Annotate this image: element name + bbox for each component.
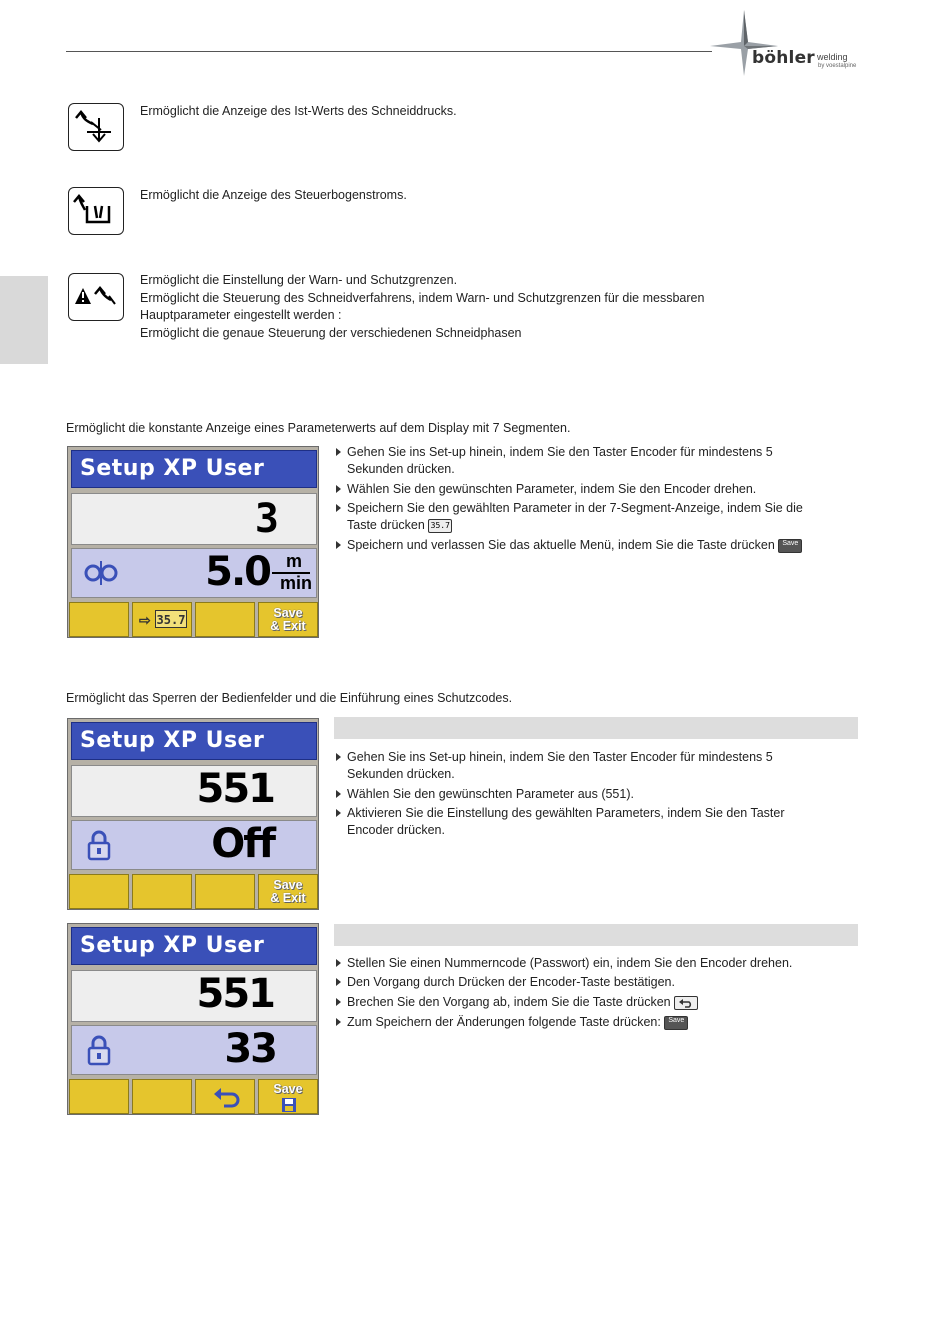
display-screen-password [67, 923, 319, 1115]
step-header-bar-b [334, 924, 858, 946]
softkey-save-exit[interactable]: Save & Exit [258, 874, 318, 909]
chapter-side-tab [0, 276, 48, 364]
key-save-icon: Save [778, 539, 802, 553]
softkey-cancel[interactable] [195, 1079, 255, 1114]
display-screen-lock-setup [67, 718, 319, 910]
softkey-7seg[interactable] [132, 602, 192, 637]
parameter-number: 3 [254, 496, 276, 542]
softkey-2[interactable] [132, 1079, 192, 1114]
step: Gehen Sie ins Set-up hinein, indem Sie den Taster Encoder für mindestens 5 Sekunden drücken. [336, 444, 858, 478]
item-desc-pilot-arc: Ermöglicht die Anzeige des Steuerbogenstroms. [140, 188, 407, 202]
screen-softkeys [68, 602, 320, 638]
key-7seg-icon: 35.7 [428, 519, 452, 533]
step: Zum Speichern der Änderungen folgende Taste drücken: Save [336, 1014, 858, 1031]
step: Aktivieren Sie die Einstellung des gewählten Parameters, indem Sie den Taster Encoder drücken. [336, 805, 858, 839]
screen-row-parameter [71, 765, 317, 817]
softkey-7seg-label: 35.7 [155, 610, 187, 628]
screen-softkeys [68, 1079, 320, 1115]
step: Den Vorgang durch Drücken der Encoder-Taste bestätigen. [336, 974, 858, 991]
screen-row-parameter [71, 970, 317, 1022]
item-desc-warning-limits: Ermöglicht die Einstellung der Warn- und Schutzgrenzen. Ermöglicht die Steuerung des Schneidverfahrens, indem Warn- und Schutzgrenzen für die messbaren Hauptparameter eingestellt werden : Ermöglicht die genaue Steuerung der verschiedenen Schneidphasen [140, 273, 705, 340]
display-screen-7seg-setup [67, 446, 319, 638]
undo-icon [212, 1086, 240, 1110]
step: Stellen Sie einen Nummerncode (Passwort) ein, indem Sie den Encoder drehen. [336, 955, 858, 972]
screen-row-value [71, 1025, 317, 1075]
padlock-icon [86, 1034, 112, 1066]
step: Brechen Sie den Vorgang ab, indem Sie die Taste drücken [336, 994, 858, 1011]
step: Gehen Sie ins Set-up hinein, indem Sie den Taster Encoder für mindestens 5 Sekunden drücken. [336, 749, 858, 783]
key-undo-icon [674, 996, 698, 1010]
softkey-3[interactable] [195, 602, 255, 637]
step-header-bar-a [334, 717, 858, 739]
softkey-2[interactable] [132, 874, 192, 909]
step: Speichern und verlassen Sie das aktuelle Menü, indem Sie die Taste drücken Save [336, 537, 858, 554]
parameter-number: 551 [196, 971, 274, 1017]
softkey-1[interactable] [69, 874, 129, 909]
softkey-save[interactable]: Save [258, 1079, 318, 1114]
softkey-3[interactable] [195, 874, 255, 909]
password-value: 33 [224, 1026, 276, 1072]
section1-steps [336, 444, 858, 554]
screen-row-value [71, 548, 317, 598]
pilot-arc-current-icon [68, 187, 124, 235]
header-rule [66, 51, 712, 52]
warning-limits-icon [68, 273, 124, 321]
logo-by: by voestalpine [818, 63, 857, 69]
section2-steps-a [336, 749, 858, 839]
key-save-icon: Save [664, 1016, 688, 1030]
screen-softkeys [68, 874, 320, 910]
softkey-save-exit[interactable]: Save & Exit [258, 602, 318, 637]
padlock-icon [86, 829, 112, 861]
parameter-number: 551 [196, 766, 274, 812]
step: Wählen Sie den gewünschten Parameter, indem Sie den Encoder drehen. [336, 481, 858, 498]
arrow-right-icon: ⇨ [139, 612, 151, 628]
item-desc-cutting-pressure: Ermöglicht die Anzeige des Ist-Werts des Schneiddrucks. [140, 104, 457, 118]
section2-steps-b [336, 955, 858, 1031]
lock-state-value: Off [211, 821, 274, 867]
floppy-disk-icon [281, 1097, 297, 1113]
screen-title: Setup XP User [71, 722, 317, 760]
unit-m: m [285, 551, 302, 571]
screen-title: Setup XP User [71, 450, 317, 488]
screen-row-value [71, 820, 317, 870]
step: Wählen Sie den gewünschten Parameter aus (551). [336, 786, 858, 803]
unit-min: min [279, 573, 312, 593]
cutting-pressure-icon [68, 103, 124, 151]
screen-title: Setup XP User [71, 927, 317, 965]
logo-welding: welding [817, 52, 848, 62]
section1-intro: Ermöglicht die konstante Anzeige eines Parameterwerts auf dem Display mit 7 Segmenten. [66, 421, 571, 435]
wire-speed-value: 5.0 [205, 549, 270, 595]
screen-row-parameter [71, 493, 317, 545]
bohler-star-logo-icon [708, 8, 780, 83]
section2-intro: Ermöglicht das Sperren der Bedienfelder und die Einführung eines Schutzcodes. [66, 691, 513, 705]
step: Speichern Sie den gewählten Parameter in der 7-Segment-Anzeige, indem Sie die Taste drücken 35.7 [336, 500, 858, 534]
softkey-1[interactable] [69, 1079, 129, 1114]
logo-brand: böhler [752, 48, 815, 68]
softkey-1[interactable] [69, 602, 129, 637]
wire-feed-icon [84, 559, 118, 587]
